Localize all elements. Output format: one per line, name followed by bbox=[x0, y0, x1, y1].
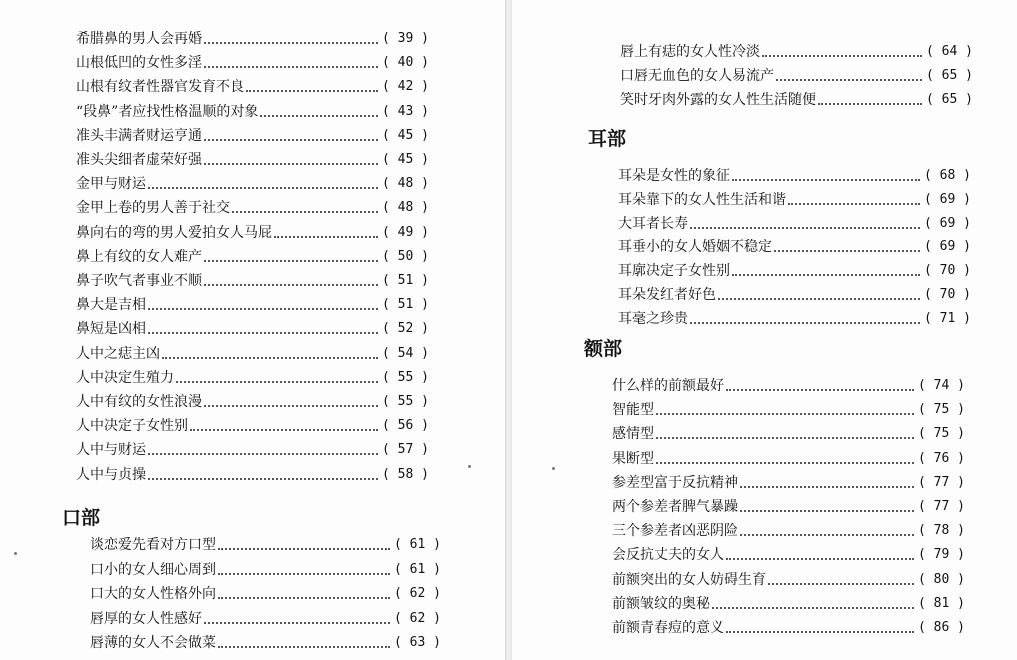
toc-entry-title: 山根有纹者性器官发育不良 bbox=[76, 79, 244, 96]
toc-entry-title: 果断型 bbox=[612, 450, 654, 467]
toc-entry bbox=[90, 585, 441, 603]
toc-entry-page: ( 65 ) bbox=[926, 92, 973, 107]
dot-leader bbox=[218, 548, 390, 550]
toc-entry bbox=[76, 30, 429, 48]
dot-leader bbox=[776, 79, 922, 81]
toc-entry-page: ( 62 ) bbox=[394, 586, 441, 601]
toc-entry-page: ( 45 ) bbox=[382, 152, 429, 167]
toc-entry bbox=[612, 425, 965, 443]
toc-entry bbox=[90, 610, 441, 628]
dot-leader bbox=[732, 179, 920, 181]
toc-entry bbox=[90, 561, 441, 579]
dot-leader bbox=[656, 462, 914, 464]
toc-entry bbox=[76, 103, 429, 121]
dot-leader bbox=[818, 103, 922, 105]
dot-leader bbox=[690, 322, 920, 324]
toc-entry-title: 前额皱纹的奥秘 bbox=[612, 595, 710, 612]
toc-entry-title: “段鼻”者应找性格温顺的对象 bbox=[76, 103, 259, 120]
dot-leader bbox=[274, 236, 378, 238]
dot-leader bbox=[204, 622, 390, 624]
toc-entry-page: ( 65 ) bbox=[926, 68, 973, 83]
dot-leader bbox=[148, 332, 378, 334]
toc-entry-title: 谈恋爱先看对方口型 bbox=[90, 537, 216, 553]
toc-entry bbox=[620, 91, 973, 109]
toc-entry bbox=[618, 167, 971, 185]
dot-leader bbox=[740, 510, 914, 512]
toc-entry-title: 耳廓决定子女性别 bbox=[618, 263, 730, 280]
dot-leader bbox=[218, 597, 390, 599]
dot-leader bbox=[788, 203, 920, 205]
section-heading-forehead: 额部 bbox=[584, 338, 623, 360]
toc-entry-title: 鼻大是吉相 bbox=[76, 297, 146, 314]
toc-entry bbox=[76, 272, 429, 290]
toc-entry-title: 希腊鼻的男人会再婚 bbox=[76, 31, 202, 47]
toc-entry-title: 前额青春痘的意义 bbox=[612, 620, 724, 636]
dot-leader bbox=[246, 90, 378, 92]
toc-entry-title: 鼻短是凶相 bbox=[76, 321, 146, 338]
toc-entry-page: ( 69 ) bbox=[924, 239, 971, 255]
toc-entry-page: ( 52 ) bbox=[382, 321, 429, 337]
dot-leader bbox=[726, 631, 914, 633]
dot-leader bbox=[726, 558, 914, 560]
toc-entry bbox=[76, 199, 429, 217]
dot-leader bbox=[148, 187, 378, 189]
toc-entry-title: 唇薄的女人不会做菜 bbox=[90, 635, 216, 651]
scan-speck bbox=[468, 465, 471, 468]
dot-leader bbox=[190, 429, 378, 431]
toc-entry-page: ( 57 ) bbox=[382, 442, 429, 458]
dot-leader bbox=[712, 607, 914, 609]
toc-entry-title: 前额突出的女人妨碍生育 bbox=[612, 571, 766, 588]
toc-entry bbox=[76, 320, 429, 338]
dot-leader bbox=[148, 308, 378, 310]
toc-entry-title: 耳毫之珍贵 bbox=[618, 310, 688, 327]
right-page bbox=[512, 0, 1017, 660]
toc-entry bbox=[618, 310, 971, 328]
toc-entry-title: 鼻上有纹的女人难产 bbox=[76, 248, 202, 265]
toc-entry bbox=[76, 127, 429, 145]
toc-entry-title: 人中与财运 bbox=[76, 442, 146, 459]
dot-leader bbox=[148, 453, 378, 455]
toc-entry-page: ( 51 ) bbox=[382, 273, 429, 288]
dot-leader bbox=[740, 486, 914, 488]
toc-entry-page: ( 42 ) bbox=[382, 79, 429, 95]
dot-leader bbox=[148, 478, 378, 480]
toc-entry-title: 准头丰满者财运亨通 bbox=[76, 127, 202, 144]
toc-entry bbox=[76, 417, 429, 435]
toc-entry-title: 口唇无血色的女人易流产 bbox=[620, 68, 774, 84]
toc-entry-title: 大耳者长寿 bbox=[618, 215, 688, 232]
toc-entry bbox=[90, 634, 441, 652]
toc-entry-title: 山根低凹的女性多淫 bbox=[76, 55, 202, 72]
toc-entry-title: 唇厚的女人性感好 bbox=[90, 610, 202, 627]
toc-entry-page: ( 56 ) bbox=[382, 418, 429, 434]
dot-leader bbox=[774, 250, 920, 252]
toc-entry-page: ( 61 ) bbox=[394, 561, 441, 577]
toc-entry-page: ( 77 ) bbox=[918, 499, 965, 514]
toc-entry-title: 人中之痣主凶 bbox=[76, 345, 160, 362]
toc-entry-page: ( 68 ) bbox=[924, 168, 971, 183]
toc-entry-page: ( 48 ) bbox=[382, 176, 429, 192]
toc-entry-page: ( 62 ) bbox=[394, 610, 441, 626]
toc-entry-title: 三个参差者凶恶阴险 bbox=[612, 523, 738, 540]
toc-entry-page: ( 76 ) bbox=[918, 450, 965, 466]
toc-entry-page: ( 40 ) bbox=[382, 55, 429, 71]
dot-leader bbox=[656, 413, 914, 415]
toc-entry bbox=[76, 296, 429, 314]
dot-leader bbox=[232, 211, 378, 213]
toc-entry-page: ( 81 ) bbox=[918, 595, 965, 611]
toc-entry-page: ( 54 ) bbox=[382, 345, 429, 361]
toc-entry-title: 口小的女人细心周到 bbox=[90, 561, 216, 578]
toc-entry-page: ( 50 ) bbox=[382, 248, 429, 264]
toc-entry-page: ( 70 ) bbox=[924, 287, 971, 302]
toc-entry-page: ( 80 ) bbox=[918, 571, 965, 587]
scan-speck bbox=[14, 552, 17, 555]
toc-entry bbox=[618, 286, 971, 304]
toc-entry-page: ( 64 ) bbox=[926, 44, 973, 59]
toc-entry-title: 耳朵是女性的象征 bbox=[618, 168, 730, 184]
dot-leader bbox=[732, 274, 920, 276]
toc-entry bbox=[612, 619, 965, 637]
toc-entry-page: ( 43 ) bbox=[382, 103, 429, 119]
toc-entry bbox=[620, 67, 973, 85]
toc-entry-page: ( 78 ) bbox=[918, 523, 965, 539]
dot-leader bbox=[204, 139, 378, 141]
toc-entry bbox=[612, 401, 965, 419]
toc-entry-page: ( 49 ) bbox=[382, 224, 429, 240]
scan-speck bbox=[552, 467, 555, 470]
toc-entry bbox=[76, 151, 429, 169]
toc-entry bbox=[76, 54, 429, 72]
dot-leader bbox=[218, 573, 390, 575]
toc-entry-page: ( 58 ) bbox=[382, 466, 429, 482]
toc-entry-page: ( 55 ) bbox=[382, 369, 429, 385]
dot-leader bbox=[726, 389, 914, 391]
toc-entry-title: 人中决定生殖力 bbox=[76, 369, 174, 386]
toc-entry-title: 什么样的前额最好 bbox=[612, 378, 724, 394]
toc-entry-page: ( 45 ) bbox=[382, 127, 429, 143]
toc-entry bbox=[76, 466, 429, 484]
dot-leader bbox=[204, 66, 378, 68]
toc-entry-title: 耳垂小的女人婚姻不稳定 bbox=[618, 239, 772, 256]
toc-entry bbox=[618, 238, 971, 256]
toc-entry-title: 口大的女人性格外向 bbox=[90, 586, 216, 602]
dot-leader bbox=[740, 534, 914, 536]
toc-entry-page: ( 75 ) bbox=[918, 426, 965, 442]
toc-entry bbox=[618, 262, 971, 280]
toc-entry-title: 人中有纹的女性浪漫 bbox=[76, 394, 202, 410]
dot-leader bbox=[204, 405, 378, 407]
toc-entry-page: ( 86 ) bbox=[918, 620, 965, 635]
toc-entry-page: ( 51 ) bbox=[382, 297, 429, 313]
toc-entry-page: ( 69 ) bbox=[924, 215, 971, 231]
toc-entry-title: 准头尖细者虚荣好强 bbox=[76, 152, 202, 168]
dot-leader bbox=[204, 42, 378, 44]
dot-leader bbox=[176, 381, 378, 383]
toc-entry bbox=[76, 393, 429, 411]
toc-entry-page: ( 77 ) bbox=[918, 474, 965, 490]
dot-leader bbox=[162, 357, 378, 359]
toc-entry-page: ( 74 ) bbox=[918, 378, 965, 393]
toc-entry-title: 智能型 bbox=[612, 402, 654, 419]
toc-entry-page: ( 70 ) bbox=[924, 263, 971, 279]
toc-entry bbox=[76, 78, 429, 96]
toc-entry bbox=[76, 175, 429, 193]
toc-entry-title: 会反抗丈夫的女人 bbox=[612, 547, 724, 564]
toc-entry-title: 鼻向右的弯的男人爱拍女人马屁 bbox=[76, 224, 272, 241]
toc-entry bbox=[612, 522, 965, 540]
toc-entry-title: 唇上有痣的女人性冷淡 bbox=[620, 44, 760, 60]
toc-entry-title: 两个参差者脾气暴躁 bbox=[612, 499, 738, 515]
toc-entry-title: 参差型富于反抗精神 bbox=[612, 474, 738, 491]
toc-entry-title: 耳朵发红者好色 bbox=[618, 287, 716, 303]
toc-entry bbox=[76, 248, 429, 266]
dot-leader bbox=[218, 646, 390, 648]
dot-leader bbox=[204, 260, 378, 262]
toc-entry-title: 人中与贞操 bbox=[76, 466, 146, 483]
section-heading-mouth: 口部 bbox=[62, 507, 101, 529]
toc-entry-title: 金甲与财运 bbox=[76, 176, 146, 193]
toc-entry-title: 人中决定子女性别 bbox=[76, 418, 188, 435]
book-gutter bbox=[505, 0, 512, 660]
toc-entry bbox=[618, 215, 971, 233]
toc-entry bbox=[612, 498, 965, 516]
dot-leader bbox=[768, 583, 914, 585]
toc-entry-page: ( 71 ) bbox=[924, 310, 971, 326]
toc-entry bbox=[612, 377, 965, 395]
section-heading-ear: 耳部 bbox=[588, 128, 627, 150]
dot-leader bbox=[718, 298, 920, 300]
toc-entry bbox=[76, 224, 429, 242]
toc-entry-title: 笑时牙肉外露的女人性生活随便 bbox=[620, 92, 816, 108]
toc-entry-page: ( 48 ) bbox=[382, 200, 429, 216]
left-page bbox=[0, 0, 505, 660]
toc-entry bbox=[76, 441, 429, 459]
toc-entry-page: ( 75 ) bbox=[918, 402, 965, 418]
dot-leader bbox=[656, 437, 914, 439]
toc-entry bbox=[612, 571, 965, 589]
toc-entry-title: 金甲上卷的男人善于社交 bbox=[76, 200, 230, 217]
dot-leader bbox=[762, 55, 922, 57]
dot-leader bbox=[204, 163, 378, 165]
toc-entry bbox=[612, 595, 965, 613]
toc-entry-page: ( 79 ) bbox=[918, 547, 965, 563]
toc-entry bbox=[620, 43, 973, 61]
toc-entry-title: 鼻子吹气者事业不顺 bbox=[76, 273, 202, 289]
toc-entry-page: ( 69 ) bbox=[924, 191, 971, 207]
toc-entry bbox=[76, 369, 429, 387]
toc-entry bbox=[90, 536, 441, 554]
toc-entry bbox=[618, 191, 971, 209]
toc-entry-title: 感情型 bbox=[612, 426, 654, 443]
toc-entry-page: ( 63 ) bbox=[394, 635, 441, 650]
toc-entry-title: 耳朵靠下的女人性生活和谐 bbox=[618, 191, 786, 208]
toc-entry bbox=[76, 345, 429, 363]
toc-entry bbox=[612, 450, 965, 468]
dot-leader bbox=[690, 227, 920, 229]
toc-entry-page: ( 39 ) bbox=[382, 31, 429, 46]
toc-entry-page: ( 61 ) bbox=[394, 537, 441, 552]
toc-entry bbox=[612, 546, 965, 564]
dot-leader bbox=[260, 115, 378, 117]
toc-entry-page: ( 55 ) bbox=[382, 394, 429, 409]
toc-entry bbox=[612, 474, 965, 492]
dot-leader bbox=[204, 284, 378, 286]
